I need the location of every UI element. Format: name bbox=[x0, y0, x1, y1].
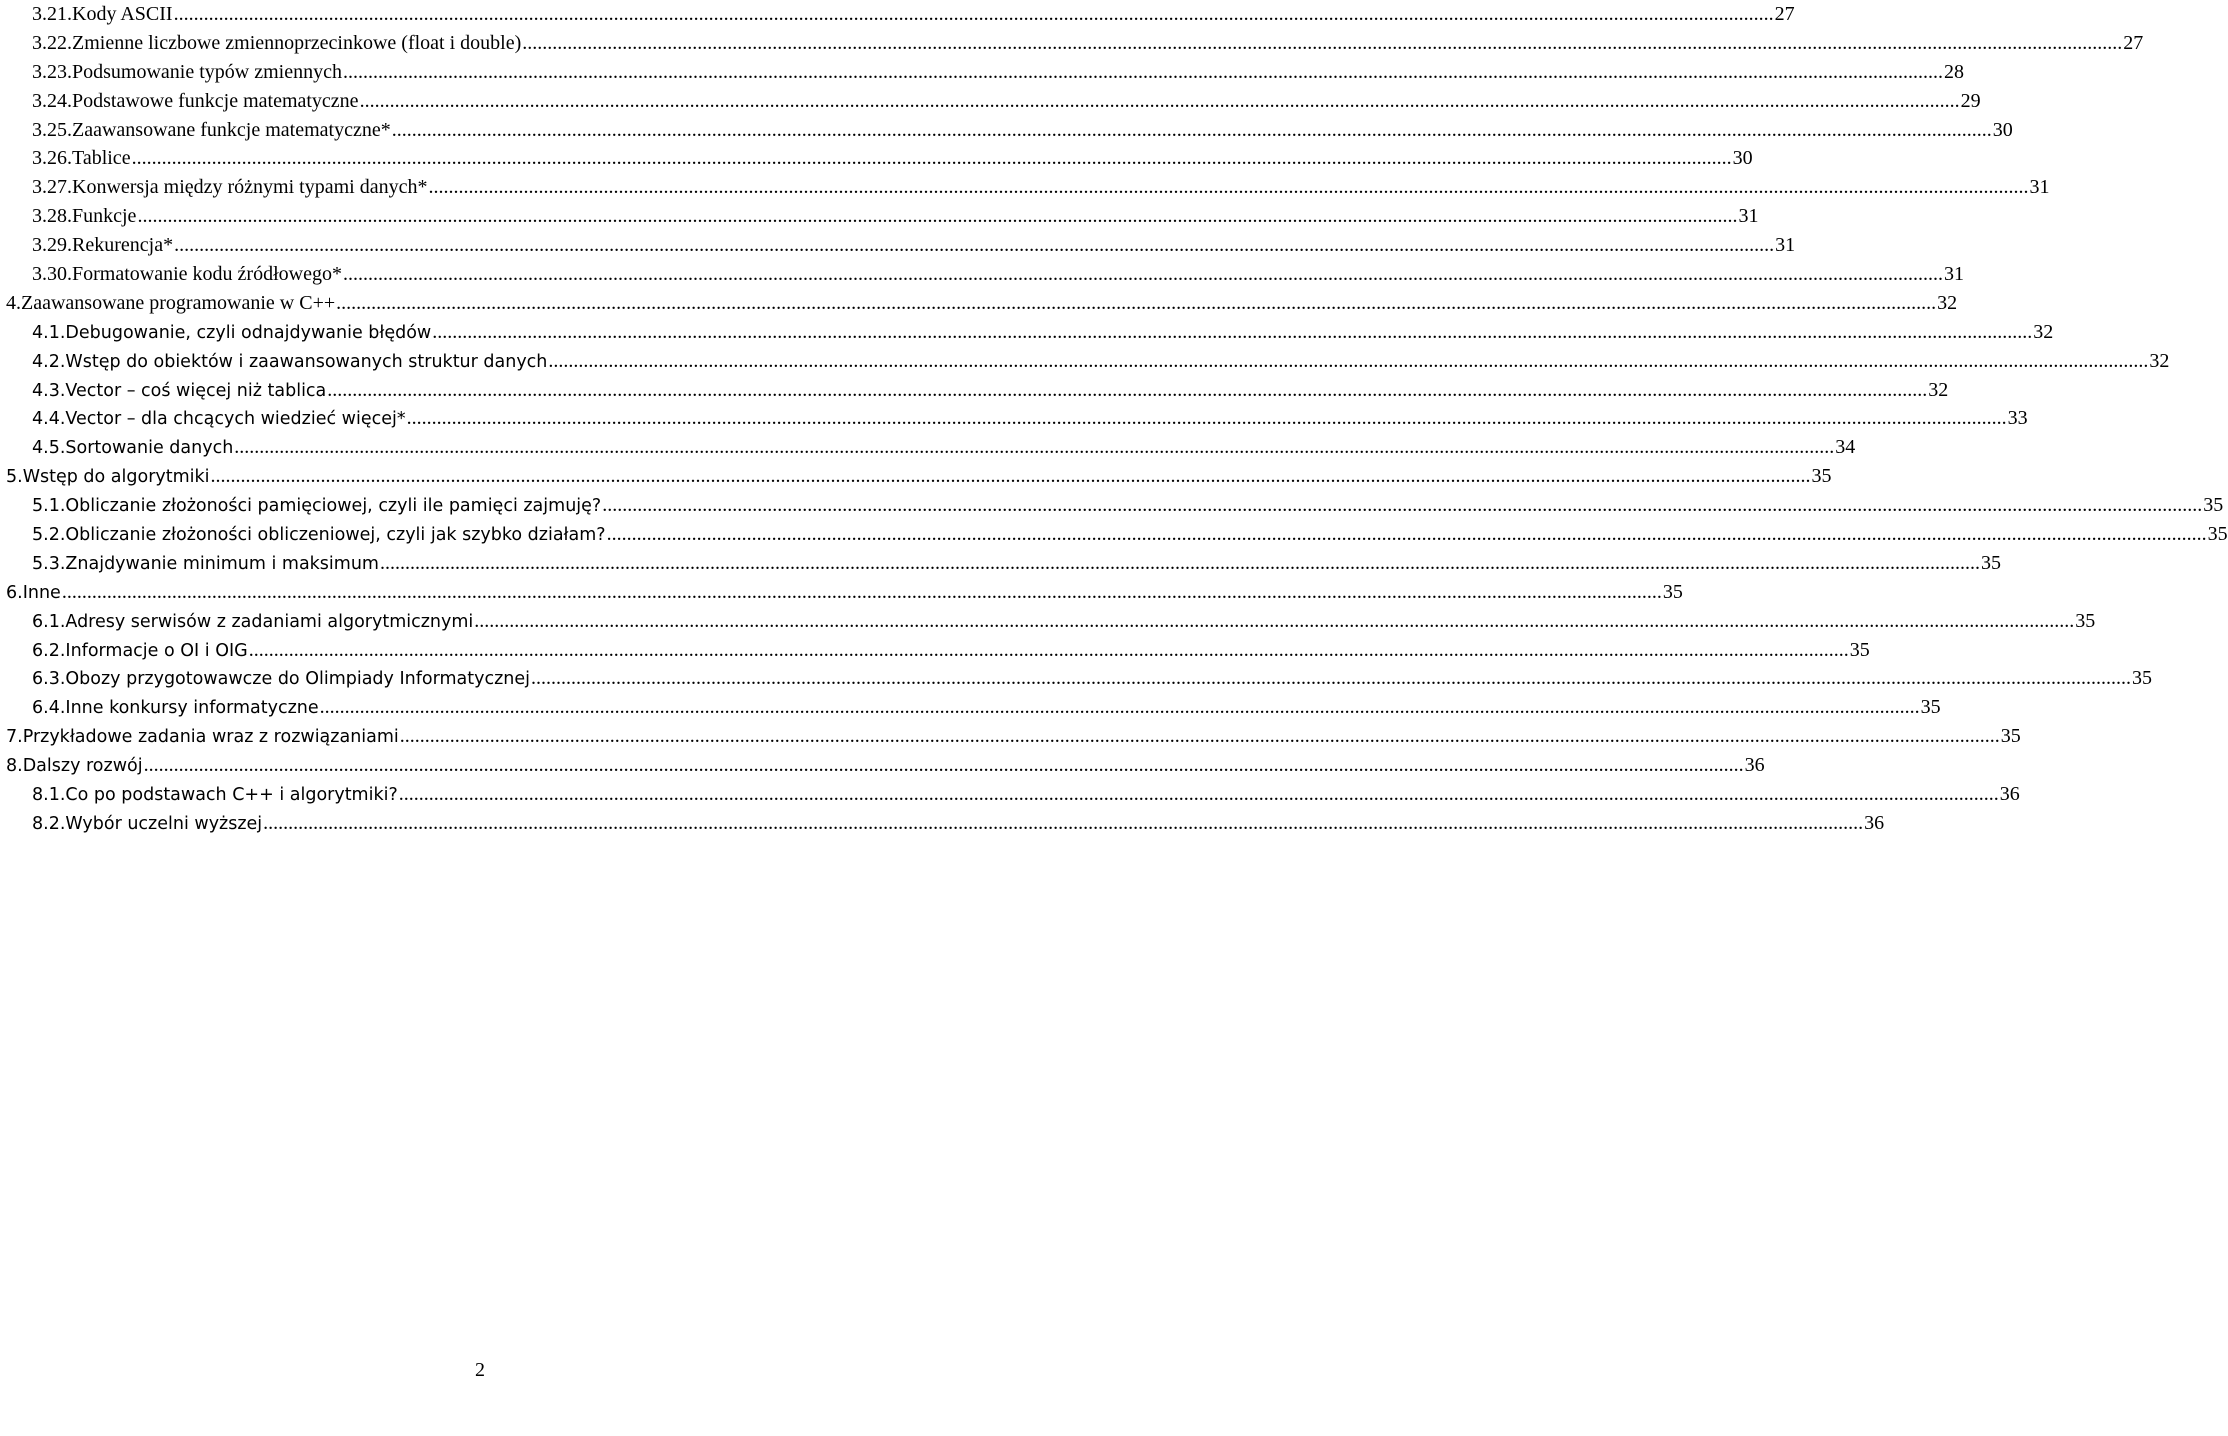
toc-entry-page: 32 bbox=[1937, 291, 1958, 314]
toc-entry-page: 35 bbox=[2207, 523, 2228, 546]
toc-entry[interactable] bbox=[6, 231, 1796, 260]
toc-entry-title bbox=[32, 116, 391, 145]
toc-entry-page: 31 bbox=[1775, 234, 1796, 257]
toc-entry-page: 33 bbox=[2007, 407, 2028, 430]
dot-leader bbox=[211, 462, 1811, 491]
toc-entry-number: 4.3. bbox=[32, 380, 66, 401]
toc-entry-number: 6.3. bbox=[32, 669, 66, 690]
toc-entry-title bbox=[32, 781, 398, 810]
toc-entry-title bbox=[32, 58, 342, 87]
toc-entry[interactable] bbox=[6, 780, 2020, 809]
toc-entry-text: Vector – dla chcących wiedzieć więcej* bbox=[65, 409, 406, 430]
toc-entry-text: Podstawowe funkcje matematyczne bbox=[72, 89, 359, 112]
toc-entry-title bbox=[32, 348, 547, 377]
toc-entry[interactable] bbox=[6, 347, 2170, 376]
toc-entry-title bbox=[32, 694, 319, 723]
toc-entry[interactable] bbox=[6, 607, 2096, 636]
toc-entry-page: 32 bbox=[2149, 349, 2170, 372]
toc-entry-page: 35 bbox=[2075, 609, 2096, 632]
toc-entry-text: Funkcje bbox=[72, 205, 137, 228]
toc-entry[interactable] bbox=[6, 289, 1958, 318]
dot-leader bbox=[531, 664, 2131, 693]
dot-leader bbox=[137, 202, 1737, 231]
toc-entry-title bbox=[6, 463, 210, 492]
toc-entry-number: 3.21. bbox=[32, 3, 72, 25]
dot-leader bbox=[399, 780, 1999, 809]
toc-entry-text: Obliczanie złożoności pamięciowej, czyli ile pamięci zajmuję? bbox=[65, 496, 602, 517]
toc-entry-page: 36 bbox=[1864, 811, 1885, 834]
toc-entry[interactable] bbox=[6, 260, 1964, 289]
toc-entry[interactable] bbox=[6, 549, 2001, 578]
toc-entry-number: 5.1. bbox=[32, 496, 66, 517]
toc-entry-title bbox=[32, 550, 379, 579]
toc-entry-text: Formatowanie kodu źródłowego* bbox=[72, 263, 342, 286]
toc-entry-title bbox=[32, 637, 248, 666]
dot-leader bbox=[263, 809, 1863, 838]
toc-entry[interactable] bbox=[6, 491, 2224, 520]
toc-entry-page: 27 bbox=[1774, 3, 1795, 25]
toc-entry-page: 36 bbox=[1744, 754, 1765, 777]
toc-entry-number: 8. bbox=[6, 756, 23, 777]
toc-entry-page: 31 bbox=[1943, 263, 1964, 286]
toc-entry[interactable] bbox=[6, 87, 1981, 116]
toc-entry-page: 35 bbox=[1980, 551, 2001, 574]
dot-leader bbox=[62, 578, 1662, 607]
toc-entry-text: Przykładowe zadania wraz z rozwiązaniami bbox=[22, 727, 399, 748]
toc-entry-title bbox=[32, 260, 342, 289]
toc-entry[interactable] bbox=[6, 520, 2228, 549]
toc-entry-title bbox=[6, 579, 61, 608]
toc-entry[interactable] bbox=[6, 433, 1856, 462]
toc-entry[interactable] bbox=[6, 809, 1885, 838]
toc-entry-number: 3.23. bbox=[32, 60, 72, 83]
toc-entry-title bbox=[32, 434, 233, 463]
toc-entry-title bbox=[32, 521, 606, 550]
toc-entry-text: Obliczanie złożoności obliczeniowej, czyli jak szybko działam? bbox=[65, 525, 606, 546]
toc-entry[interactable] bbox=[6, 58, 1964, 87]
toc-entry-text: Inne bbox=[22, 582, 61, 603]
toc-entry-page: 35 bbox=[1920, 696, 1941, 719]
toc-entry-number: 3.25. bbox=[32, 118, 72, 141]
dot-leader bbox=[380, 549, 1980, 578]
toc-entry-text: Wstęp do obiektów i zaawansowanych struktur danych bbox=[65, 351, 548, 372]
toc-entry-title bbox=[32, 608, 473, 637]
dot-leader bbox=[132, 144, 1732, 173]
dot-leader bbox=[400, 722, 2000, 751]
toc-entry-number: 6.4. bbox=[32, 698, 66, 719]
toc-entry-title bbox=[6, 289, 335, 318]
toc-entry-number: 3.22. bbox=[32, 31, 72, 54]
toc-entry-page: 32 bbox=[2033, 320, 2054, 343]
toc-entry-text: Wstęp do algorytmiki bbox=[22, 467, 210, 488]
toc-entry-number: 5.2. bbox=[32, 525, 66, 546]
toc-entry[interactable] bbox=[6, 404, 2028, 433]
toc-entry-text: Znajdywanie minimum i maksimum bbox=[65, 553, 379, 574]
toc-entry-number: 6. bbox=[6, 582, 23, 603]
toc-entry-title bbox=[32, 319, 431, 348]
toc-entry-page: 34 bbox=[1835, 436, 1856, 459]
toc-entry[interactable] bbox=[6, 636, 1870, 665]
toc-entry-text: Kody ASCII bbox=[72, 3, 173, 25]
toc-entry-text: Tablice bbox=[72, 147, 131, 170]
toc-entry-text: Zmienne liczbowe zmiennoprzecinkowe (float i double) bbox=[72, 31, 522, 54]
toc-entry-text: Wybór uczelni wyższej bbox=[65, 813, 263, 834]
toc-entry-text: Konwersja między różnymi typami danych* bbox=[72, 176, 428, 199]
toc-entry-number: 7. bbox=[6, 727, 23, 748]
toc-entry-title bbox=[32, 377, 326, 406]
dot-leader bbox=[327, 376, 1927, 405]
toc-entry-page: 35 bbox=[1811, 465, 1832, 488]
toc-entry-text: Informacje o OI i OIG bbox=[65, 640, 248, 661]
dot-leader bbox=[144, 751, 1744, 780]
toc-entry-text: Debugowanie, czyli odnajdywanie błędów bbox=[65, 322, 432, 343]
toc-entry-text: Co po podstawach C++ i algorytmiki? bbox=[65, 785, 398, 806]
dot-leader bbox=[174, 0, 1774, 29]
toc-entry-number: 4.4. bbox=[32, 409, 66, 430]
toc-entry[interactable] bbox=[6, 751, 1765, 780]
toc-entry[interactable] bbox=[6, 0, 1795, 29]
toc-entry-number: 5.3. bbox=[32, 553, 66, 574]
dot-leader bbox=[320, 693, 1920, 722]
toc-entry-page: 36 bbox=[1999, 783, 2020, 806]
toc-entry-number: 3.28. bbox=[32, 205, 72, 228]
page-number: 2 bbox=[475, 1359, 485, 1381]
dot-leader bbox=[522, 29, 2122, 58]
toc-entry-number: 3.29. bbox=[32, 234, 72, 257]
toc-entry-title bbox=[6, 752, 143, 781]
toc-entry-page: 35 bbox=[2000, 725, 2021, 748]
toc-entry-text: Obozy przygotowawcze do Olimpiady Informatycznej bbox=[65, 669, 530, 690]
dot-leader bbox=[392, 116, 1992, 145]
toc-entry-number: 4.5. bbox=[32, 438, 66, 459]
dot-leader bbox=[343, 58, 1943, 87]
toc-entry-page: 35 bbox=[1662, 580, 1683, 603]
toc-entry[interactable] bbox=[6, 116, 2013, 145]
dot-leader bbox=[548, 347, 2148, 376]
toc-entry-title bbox=[32, 231, 173, 260]
toc-entry-number: 6.2. bbox=[32, 640, 66, 661]
toc-entry[interactable] bbox=[6, 722, 2021, 751]
toc-entry[interactable] bbox=[6, 376, 1949, 405]
toc-entry[interactable] bbox=[6, 578, 1683, 607]
dot-leader bbox=[474, 607, 2074, 636]
dot-leader bbox=[343, 260, 1943, 289]
dot-leader bbox=[360, 87, 1960, 116]
toc-entry-page: 29 bbox=[1960, 89, 1981, 112]
toc-entry-text: Vector – coś więcej niż tablica bbox=[65, 380, 327, 401]
toc-entry-page: 31 bbox=[2029, 176, 2050, 199]
toc-entry-number: 4. bbox=[6, 291, 21, 314]
toc-entry[interactable] bbox=[6, 318, 2054, 347]
toc-entry-page: 32 bbox=[1928, 378, 1949, 401]
toc-entry[interactable] bbox=[6, 664, 2152, 693]
dot-leader bbox=[432, 318, 2032, 347]
toc-entry-text: Dalszy rozwój bbox=[22, 756, 143, 777]
toc-entry-text: Rekurencja* bbox=[72, 234, 174, 257]
toc-entry-page: 30 bbox=[1732, 147, 1753, 170]
dot-leader bbox=[336, 289, 1936, 318]
toc-entry-number: 8.2. bbox=[32, 813, 66, 834]
toc-entry-number: 8.1. bbox=[32, 785, 66, 806]
toc-entry-text: Zaawansowane programowanie w C++ bbox=[21, 291, 336, 314]
toc-entry-title bbox=[32, 492, 601, 521]
toc-entry-text: Podsumowanie typów zmiennych bbox=[72, 60, 342, 83]
dot-leader bbox=[174, 231, 1774, 260]
toc-entry-page: 35 bbox=[1849, 638, 1870, 661]
dot-leader bbox=[602, 491, 2202, 520]
toc-entry-text: Inne konkursy informatyczne bbox=[65, 698, 319, 719]
toc-entry-title bbox=[32, 0, 173, 29]
toc-entry-number: 6.1. bbox=[32, 611, 66, 632]
toc-entry[interactable] bbox=[6, 693, 1941, 722]
toc-entry-title bbox=[32, 144, 131, 173]
toc-entry-title bbox=[32, 405, 406, 434]
toc-entry-text: Sortowanie danych bbox=[65, 438, 234, 459]
toc-entry-title bbox=[6, 723, 399, 752]
toc-entry-page: 31 bbox=[1738, 205, 1759, 228]
toc-entry-page: 35 bbox=[2132, 667, 2152, 690]
toc-entry-page: 30 bbox=[1992, 118, 2013, 141]
dot-leader bbox=[607, 520, 2207, 549]
toc-entry-title bbox=[32, 173, 427, 202]
toc-entry-title bbox=[32, 202, 136, 231]
dot-leader bbox=[428, 173, 2028, 202]
toc-entry-number: 3.24. bbox=[32, 89, 72, 112]
toc-entry[interactable] bbox=[6, 144, 1753, 173]
toc-entry-text: Zaawansowane funkcje matematyczne* bbox=[72, 118, 391, 141]
toc-entry-number: 3.27. bbox=[32, 176, 72, 199]
dot-leader bbox=[249, 636, 1849, 665]
toc-entry[interactable] bbox=[6, 173, 2050, 202]
toc-entry-title bbox=[32, 87, 359, 116]
toc-entry[interactable] bbox=[6, 202, 1759, 231]
toc-entry[interactable] bbox=[6, 29, 2144, 58]
toc-entry-text: Adresy serwisów z zadaniami algorytmicznymi bbox=[65, 611, 474, 632]
toc-entry-number: 4.2. bbox=[32, 351, 66, 372]
dot-leader bbox=[234, 433, 1834, 462]
toc-entry-number: 5. bbox=[6, 467, 23, 488]
toc-entry[interactable] bbox=[6, 462, 1832, 491]
toc-entry-title bbox=[32, 810, 262, 839]
toc-entry-number: 3.26. bbox=[32, 147, 72, 170]
toc-entry-page: 35 bbox=[2203, 494, 2224, 517]
toc-entry-page: 28 bbox=[1943, 60, 1964, 83]
dot-leader bbox=[407, 404, 2007, 433]
toc-entry-page: 27 bbox=[2123, 31, 2144, 54]
toc-entry-title bbox=[32, 665, 530, 694]
toc-entry-number: 3.30. bbox=[32, 263, 72, 286]
toc-entry-title bbox=[32, 29, 521, 58]
toc-entry-number: 4.1. bbox=[32, 322, 66, 343]
